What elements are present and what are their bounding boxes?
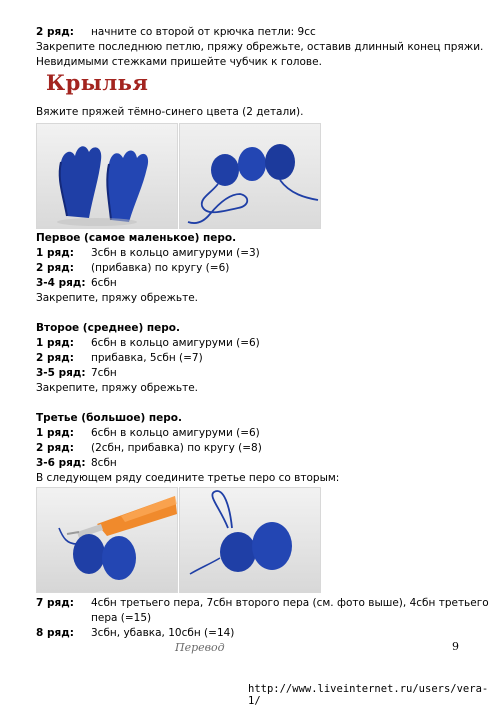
feather-3-row <box>36 426 260 440</box>
row-label: 1 ряд: <box>36 427 74 439</box>
row-8 <box>36 626 234 640</box>
feather-3-title: Третье (большое) перо. <box>36 412 183 424</box>
translation-label: Перевод <box>175 641 225 654</box>
feather-3-note: В следующем ряду соедините третье перо со вторым: <box>36 472 340 484</box>
instruction-line: Невидимыми стежками пришейте чубчик к голове. <box>36 56 322 68</box>
row-7-continuation: пера (=15) <box>91 612 152 624</box>
instruction-line: Закрепите последнюю петлю, пряжу обрежьте, оставив длинный конец пряжи. <box>36 41 484 53</box>
row-text: 6сбн <box>91 277 117 289</box>
row-text: 4сбн третьего пера, 7сбн второго пера (см. фото выше), 4сбн третьего <box>91 597 489 609</box>
row-text: 6сбн в кольцо амигуруми (=6) <box>91 337 260 349</box>
photo-joined-feathers <box>179 487 321 593</box>
section-intro: Вяжите пряжей тёмно-синего цвета (2 детали). <box>36 106 304 118</box>
photo-wing-pieces <box>36 123 178 229</box>
feather-1-row <box>36 276 117 290</box>
row-label: 1 ряд: <box>36 337 74 349</box>
feather-2-note: Закрепите, пряжу обрежьте. <box>36 382 199 394</box>
row-text: 6сбн в кольцо амигуруми (=6) <box>91 427 260 439</box>
row-text: прибавка, 5сбн (=7) <box>91 352 203 364</box>
row-7 <box>36 596 489 610</box>
row-text: 3сбн, убавка, 10сбн (=14) <box>91 627 235 639</box>
row-label: 2 ряд: <box>36 262 74 274</box>
source-url[interactable]: http://www.liveinternet.ru/users/vera-1/ <box>248 683 489 707</box>
row-label: 3-4 ряд: <box>36 277 86 289</box>
joined-feathers-illustration <box>180 488 320 592</box>
feathers-row-illustration <box>180 124 320 228</box>
row-label: 7 ряд: <box>36 597 74 609</box>
row-text: 7сбн <box>91 367 117 379</box>
row-text: (прибавка) по кругу (=6) <box>91 262 230 274</box>
section-heading: Крылья <box>46 70 149 95</box>
feather-3-row <box>36 456 117 470</box>
feather-1-note: Закрепите, пряжу обрежьте. <box>36 292 199 304</box>
row-label: 2 ряд: <box>36 26 74 38</box>
feather-3-row <box>36 441 262 455</box>
row-label: 1 ряд: <box>36 247 74 259</box>
page-number: 9 <box>452 640 459 653</box>
row-label: 3-5 ряд: <box>36 367 86 379</box>
row-label: 3-6 ряд: <box>36 457 86 469</box>
row-text: 3сбн в кольцо амигуруми (=3) <box>91 247 260 259</box>
joining-hook-illustration <box>37 488 177 592</box>
row-text: 8сбн <box>91 457 117 469</box>
feather-2-row <box>36 336 260 350</box>
photo-feathers-row <box>179 123 321 229</box>
row-text: начните со второй от крючка петли: 9сс <box>91 26 316 38</box>
feather-2-row <box>36 366 117 380</box>
feather-2-title: Второе (среднее) перо. <box>36 322 180 334</box>
row-label: 2 ряд: <box>36 352 74 364</box>
feather-2-row <box>36 351 203 365</box>
feather-1-row <box>36 261 229 275</box>
photo-joining-hook <box>36 487 178 593</box>
wing-pieces-illustration <box>37 124 177 228</box>
feather-1-title: Первое (самое маленькое) перо. <box>36 232 237 244</box>
row-text: (2сбн, прибавка) по кругу (=8) <box>91 442 262 454</box>
row-2-top <box>36 25 316 39</box>
row-label: 2 ряд: <box>36 442 74 454</box>
row-label: 8 ряд: <box>36 627 74 639</box>
feather-1-row <box>36 246 260 260</box>
